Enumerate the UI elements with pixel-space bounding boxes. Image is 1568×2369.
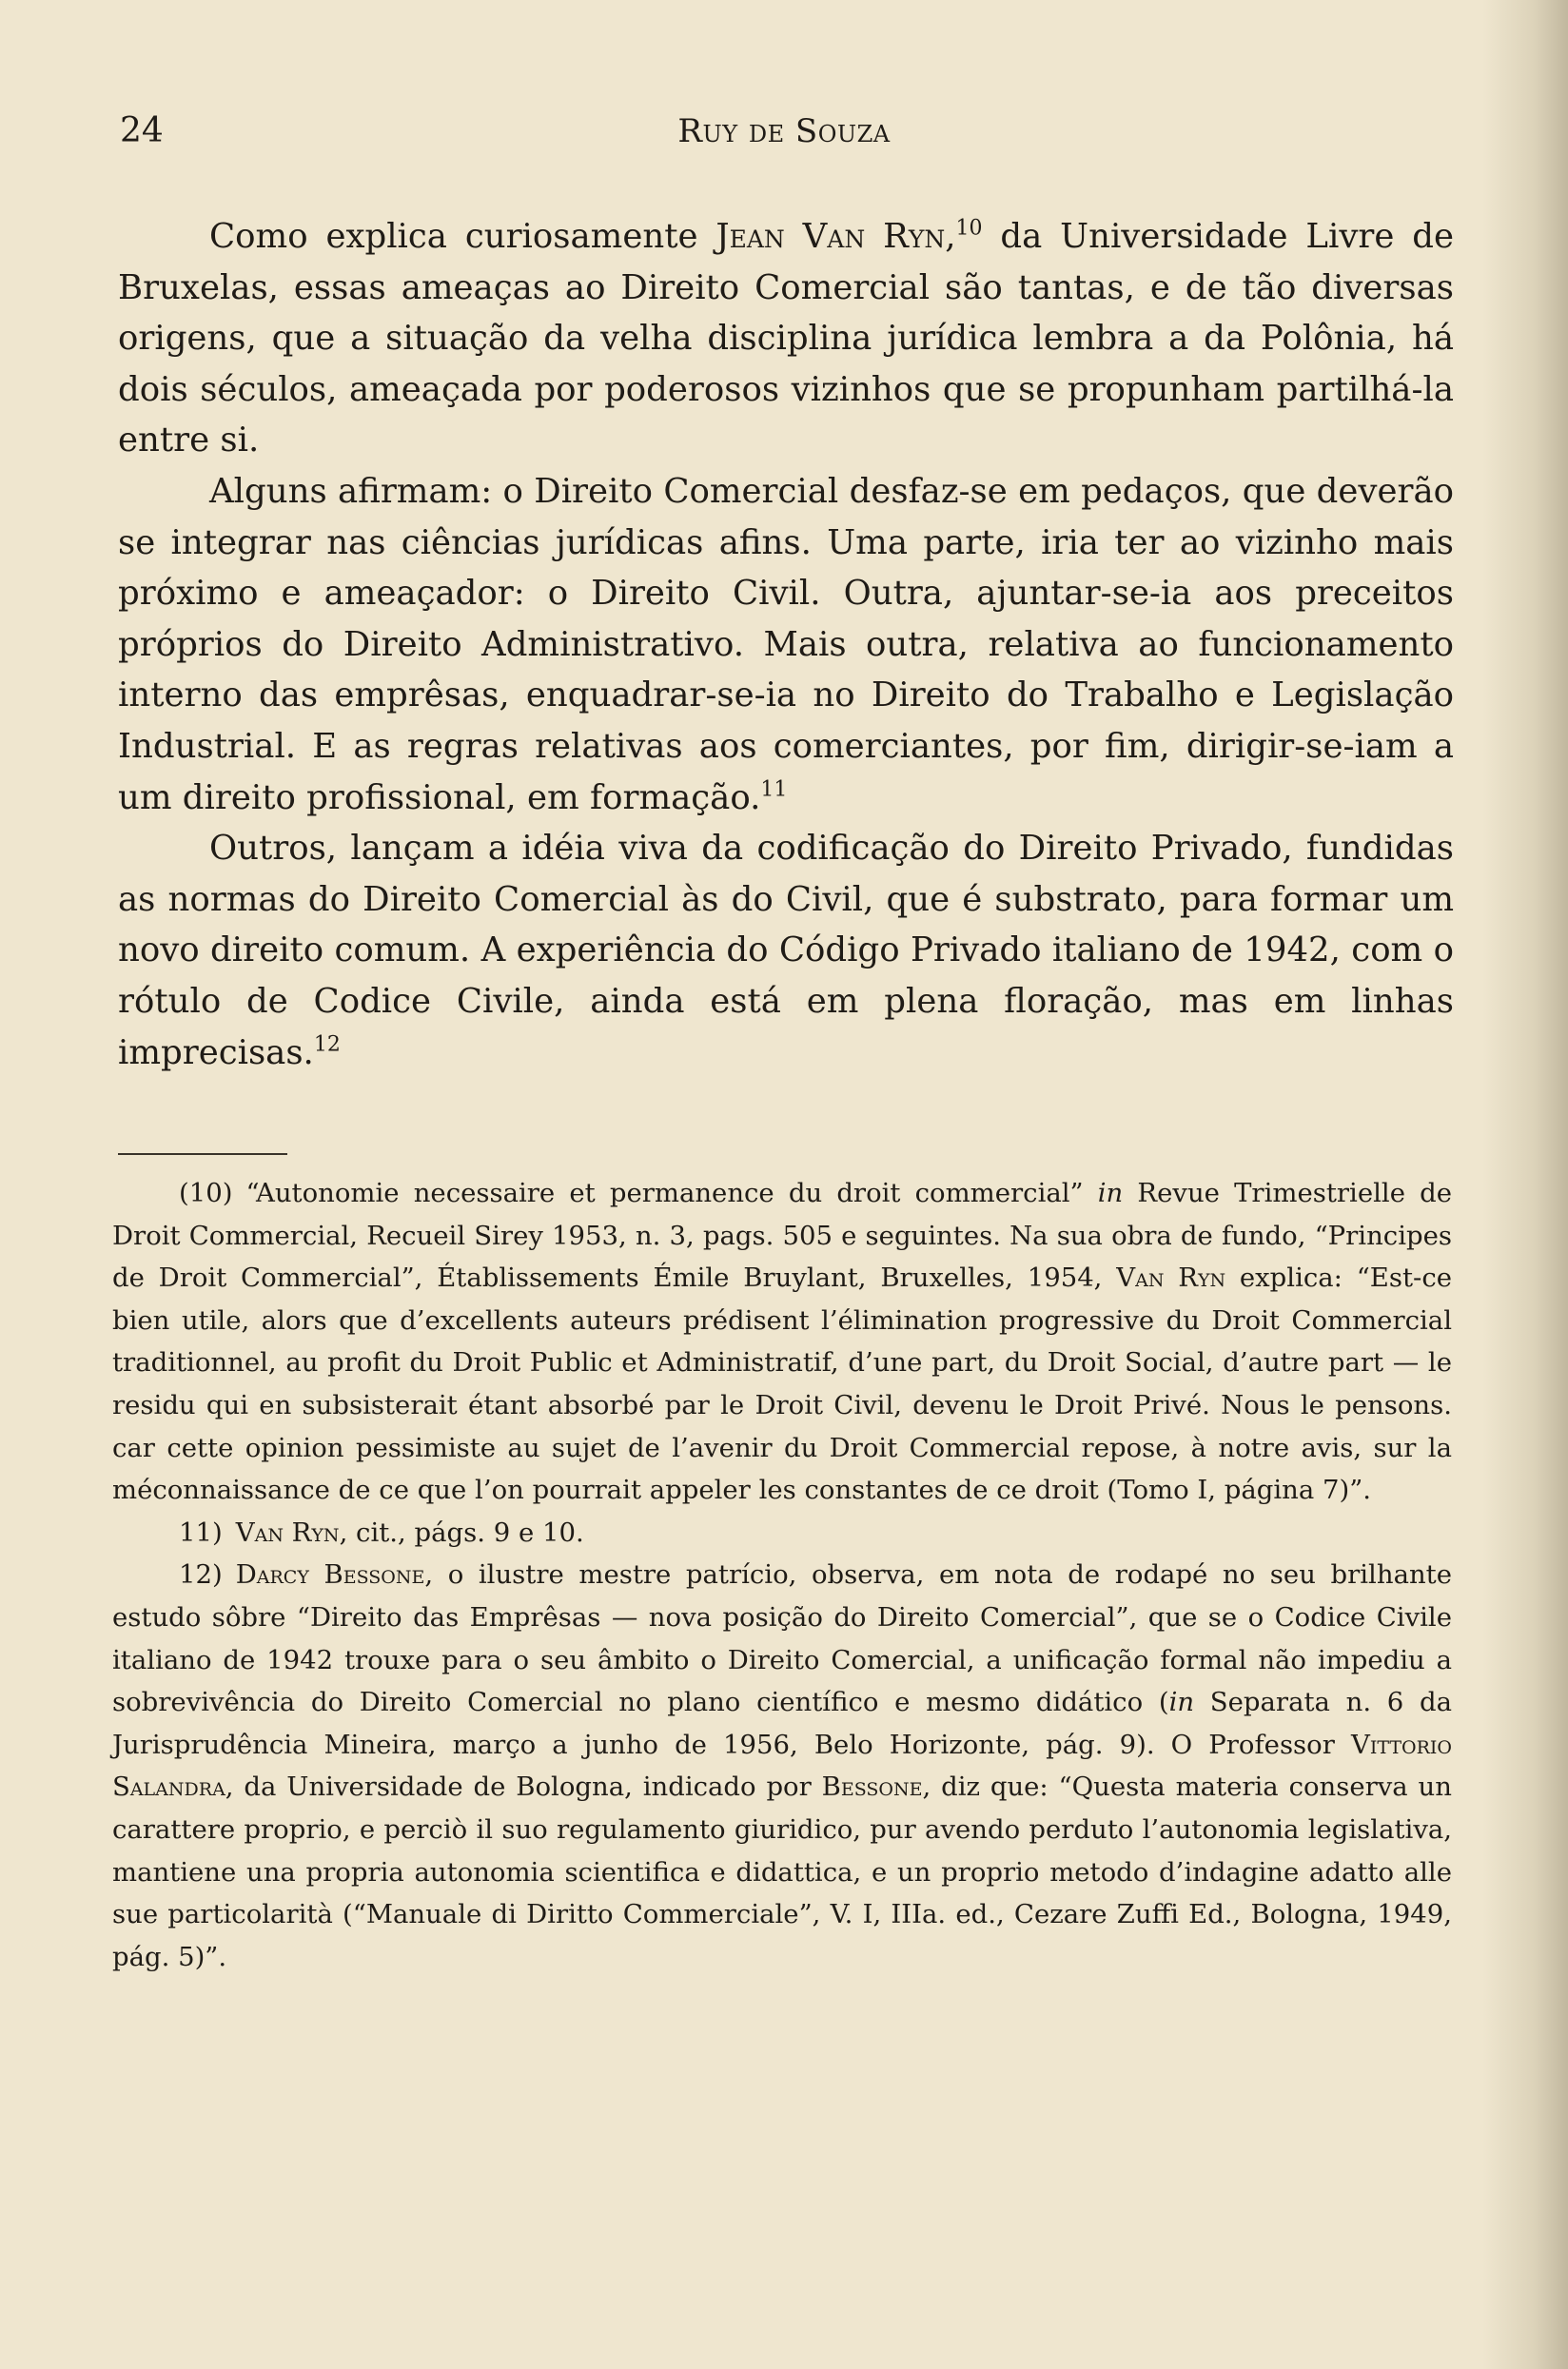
footnote-12-text: , o ilustre mestre patrício, observa, em nota de rodapé no seu brilhante estudo sôbre “Direito das Emprêsas — nova posição do Direito Comercial”, que se o Codice Civile italiano de 1942 trouxe para o seu âmbito o Direito Comercial, a unificação formal não impediu a sobrevivência do Direito Comercial no plano científico e mesmo didático (: [112, 1559, 1452, 1718]
running-head: Ruy de Souza: [677, 112, 891, 150]
footnote-10-text: “Autonomie necessaire et permanence du droit commercial”: [245, 1178, 1098, 1208]
author-name: Jean Van Ryn,: [715, 217, 956, 256]
footnote-number: (10): [179, 1178, 233, 1208]
paragraph-3: [118, 823, 1454, 1078]
italic-in: in: [1097, 1178, 1124, 1208]
paragraph-3-text: Outros, lançam a idéia viva da codificação do Direito Privado, fundidas as normas do Direito Comercial às do Civil, que é substrato, para formar um novo direito comum. A experiência do Código Privado italiano de 1942, com o rótulo de Codice Civile, ainda está em plena floração, mas em linhas imprecisas.: [118, 829, 1454, 1072]
footnote-divider: [118, 1153, 287, 1155]
paragraph-1-text: Como explica curiosamente: [209, 217, 716, 256]
italic-in: in: [1168, 1687, 1195, 1718]
footnote-ref-11: 11: [760, 776, 788, 801]
footnote-12-text-cont: Separata n. 6 da Jurisprudência Mineira, março a junho de 1956, Belo Horizonte, pág. 9). O Professor: [112, 1687, 1453, 1760]
footnote-10: [112, 1172, 1452, 1512]
footnote-11-text: , cit., págs. 9 e 10.: [339, 1517, 584, 1548]
paragraph-2-text: Alguns afirmam: o Direito Comercial desfaz-se em pedaços, que deverão se integrar nas ciências jurídicas afins. Uma parte, iria ter ao vizinho mais próximo e ameaçador: o Direito Civil. Outra, ajuntar-se-ia aos preceitos próprios do Direito Administrativo. Mais outra, relativa ao funcionamento interno das emprêsas, enquadrar-se-ia no Direito do Trabalho e Legislação Industrial. E as regras relativas aos comerciantes, por fim, dirigir-se-iam a um direito profissional, em formação.: [118, 471, 1454, 817]
paragraph-2: [118, 466, 1454, 823]
footnote-12-quote: , diz que: “Questa materia conserva un carattere proprio, e perciò il suo regulamento giuridico, pur avendo perduto l’autonomia legislativa, mantiene una propria autonomia scientifica e didattica, e un proprio metodo d’indagine adatto alle sue particolarità (“Manuale di Diritto Commerciale”, V. I, IIIa. ed., Cezare Zuffi Ed., Bologna, 1949, pág. 5)”.: [112, 1772, 1452, 1972]
footnote-ref-12: 12: [313, 1031, 341, 1056]
footnote-12-text-cont2: , da Universidade de Bologna, indicado por: [225, 1772, 822, 1803]
footnote-11: [112, 1512, 1452, 1555]
paragraph-1: [118, 211, 1454, 466]
main-text: [118, 211, 1454, 1078]
footnote-10-quote: explica: “Est-ce bien utile, alors que d’excellents auteurs prédisent l’élimination progressive du Droit Commercial traditionnel, au profit du Droit Public et Administratif, d’une part, du Droit Social, d’autre part — le residu qui en subsisterait étant absorbé par le Droit Civil, devenu le Droit Privé. Nous le pensons. car cette opinion pessimiste au sujet de l’avenir du Droit Commercial repose, à notre avis, sur la méconnaissance de ce que l’on pourrait appeler les constantes de ce droit (Tomo I, página 7)”.: [112, 1263, 1452, 1506]
footnotes: [112, 1172, 1452, 1978]
page-header: [120, 107, 1448, 164]
author-name: Bessone: [821, 1772, 923, 1803]
footnote-number: 12): [179, 1559, 223, 1591]
author-name: Van Ryn: [235, 1517, 340, 1548]
author-name: Darcy Bessone: [235, 1559, 425, 1591]
footnote-ref-10: 10: [955, 216, 983, 241]
page-edge-shadow: [1482, 0, 1568, 2369]
author-name: Vittorio Salandra: [112, 1729, 1452, 1803]
footnote-12: [112, 1554, 1452, 1978]
paragraph-1-text-cont: da Universidade Livre de Bruxelas, essas ameaças ao Direito Comercial são tantas, e de tão diversas origens, que a situação da velha disciplina jurídica lembra a da Polônia, há dois séculos, ameaçada por poderosos vizinhos que se propunham partilhá-la entre si.: [118, 217, 1454, 460]
page-number: 24: [120, 111, 164, 150]
footnote-number: 11): [179, 1517, 223, 1548]
footnote-10-text-cont: Revue Trimestrielle de Droit Commercial, Recueil Sirey 1953, n. 3, pags. 505 e seguintes. Na sua obra de fundo, “Principes de Droit Commercial”, Établissements Émile Bruylant, Bruxelles, 1954,: [112, 1178, 1452, 1294]
author-name: Van Ryn: [1116, 1263, 1226, 1294]
